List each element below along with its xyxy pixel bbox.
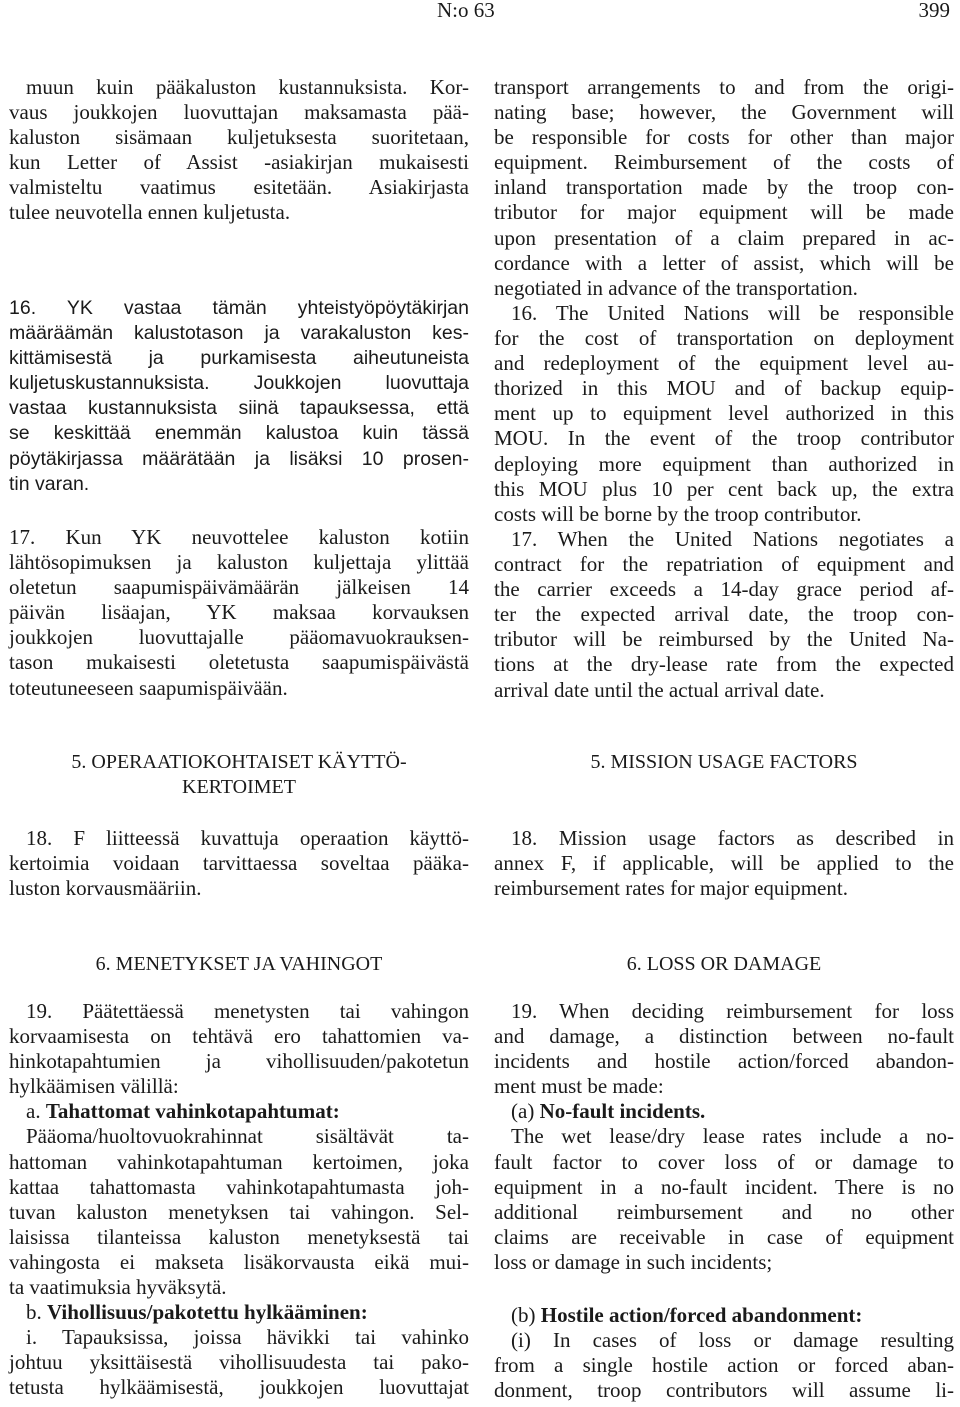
text-line: ta vaatimuksia hyväksytä. — [9, 1275, 227, 1300]
paragraph-19-fi — [9, 999, 469, 1401]
paragraph-intro-fi — [9, 75, 469, 226]
text-line: ment up to equipment level authorized in this — [494, 401, 954, 426]
text-line: vaus joukkojen luovuttajan maksamasta pää- — [9, 100, 469, 125]
subsection-b-prefix: (b) — [511, 1303, 541, 1327]
text-line: Pääoma/huoltovuokrahinnat sisältävät ta- — [26, 1124, 469, 1149]
text-line: arrival date until the actual arrival date. — [494, 677, 825, 702]
text-line: and damage, a distinction between no-fault — [494, 1024, 954, 1049]
text-line: kun Letter of Assist -asiakirjan mukaisesti — [9, 150, 469, 175]
text-line: 19. Päätettäessä menetysten tai vahingon — [26, 999, 469, 1023]
text-line: additional reimbursement and no other — [494, 1199, 954, 1224]
paragraph-18-fi — [9, 826, 469, 901]
text-line: vastaa kustannuksista siinä tapauksessa, että — [9, 397, 469, 420]
subsection-b-label: Hostile action/forced abandonment: — [540, 1303, 863, 1327]
subsection-a-heading-en — [494, 1099, 954, 1124]
text-line: lähtösopimuksen ja kaluston kuljettaja ylittää — [9, 550, 469, 575]
text-line: luston korvausmääriin. — [9, 876, 202, 901]
text-line: korvaamisesta on tehtävä ero tahattomien va- — [9, 1024, 469, 1049]
text-line: negotiated in advance of the transportation. — [494, 275, 858, 300]
text-line: thorized in this MOU and of backup equip- — [494, 376, 954, 401]
text-line: annex F, if applicable, will be applied to the — [494, 851, 954, 876]
text-line: tributor for major equipment will be made — [494, 200, 954, 225]
paragraph-16-en — [494, 301, 954, 527]
page-number: 399 — [918, 0, 950, 22]
text-line: the carrier exceeds a 14-day grace period af- — [494, 577, 954, 602]
text-line: 16. YK vastaa tämän yhteistyöpöytäkirjan — [9, 297, 469, 319]
paragraph-16-fi — [9, 296, 469, 497]
subsection-a-prefix: (a) — [511, 1099, 540, 1124]
text-line: equipment in a no-fault incident. There is no — [494, 1174, 954, 1199]
text-line: equipment. Reimbursement of the costs of — [494, 150, 954, 175]
text-line: loss or damage in such incidents; — [494, 1249, 773, 1274]
subsection-b-label: Vihollisuus/pakotettu hylkääminen: — [47, 1300, 368, 1325]
text-line: hylkäämisen välillä: — [9, 1074, 179, 1099]
paragraph-b-en — [494, 1303, 954, 1403]
text-line: The wet lease/dry lease rates include a no- — [511, 1124, 954, 1149]
text-line: kertoimia voidaan tarvittaessa soveltaa pääka- — [9, 851, 469, 876]
text-line: incidents and hostile action/forced abandon- — [494, 1049, 954, 1074]
paragraph-18-en — [494, 826, 954, 901]
text-line: tin varan. — [9, 472, 90, 495]
text-line: inland transportation made by the troop con- — [494, 175, 954, 200]
text-line: deploying more equipment than authorized in — [494, 451, 954, 476]
text-line: 19. When deciding reimbursement for loss — [511, 999, 954, 1023]
text-line: 16. The United Nations will be responsible — [511, 301, 954, 325]
text-line: 17. When the United Nations negotiates a — [511, 527, 954, 551]
text-line: hattoman vahinkotapahtuman kertoimen, joka — [9, 1149, 469, 1174]
text-line: kuljetuskustannuksista. Joukkojen luovuttaja — [9, 372, 469, 395]
text-line: kittämisestä ja purkamisesta aiheutuneista — [9, 347, 469, 370]
text-line: kattaa tahattomasta vahinkotapahtumasta joh- — [9, 1174, 469, 1199]
document-number: N:o 63 — [437, 0, 495, 22]
subsection-a-heading-fi — [9, 1099, 469, 1124]
subsection-b-heading-fi — [9, 1300, 469, 1325]
text-line: valmisteltu vaatimus esitetään. Asiakirjasta — [9, 175, 469, 200]
heading-line: 6. MENETYKSET JA VAHINGOT — [95, 953, 383, 975]
paragraph-17-fi — [9, 525, 469, 701]
text-line: for the cost of transportation on deployment — [494, 326, 954, 351]
text-line: joukkojen luovuttajalle pääomavuokrauksen- — [9, 625, 469, 650]
text-line: toteutuneeseen saapumispäivään. — [9, 675, 288, 700]
section-6-heading-en — [494, 952, 954, 977]
text-line: muun kuin pääkaluston kustannuksista. Kor- — [26, 75, 469, 99]
text-line: tuvan kaluston menetyksen tai vahingon. Sel- — [9, 1199, 469, 1224]
text-line: 17. Kun YK neuvottelee kaluston kotiin — [9, 525, 469, 549]
text-line: johtuu yksittäisestä vihollisuudesta tai pako- — [9, 1350, 469, 1375]
text-line: fault factor to cover loss of or damage to — [494, 1149, 954, 1174]
text-line: MOU. In the event of the troop contributor — [494, 426, 954, 451]
text-line: määräämän kalustotason ja varakaluston kes- — [9, 322, 469, 345]
text-line: costs will be borne by the troop contributor. — [494, 501, 862, 526]
text-line: se keskittää enemmän kalustoa kuin tässä — [9, 422, 469, 445]
text-line: claims are receivable in case of equipment — [494, 1224, 954, 1249]
text-line: i. Tapauksissa, joissa hävikki tai vahinko — [26, 1325, 469, 1350]
text-line: upon presentation of a claim prepared in ac- — [494, 225, 954, 250]
subsection-b-prefix: b. — [26, 1300, 47, 1325]
text-line: from a single hostile action or forced aban- — [494, 1353, 954, 1378]
text-line: be responsible for costs for other than major — [494, 125, 954, 150]
text-line: pöytäkirjassa määrätään ja lisäksi 10 prosen- — [9, 447, 469, 470]
subsection-a-label: No-fault incidents. — [539, 1099, 706, 1124]
section-5-heading-fi — [9, 750, 469, 800]
text-line: transport arrangements to and from the origi- — [494, 75, 954, 99]
paragraph-17-en — [494, 527, 954, 703]
text-line: tulee neuvotella ennen kuljetusta. — [9, 200, 291, 225]
section-5-heading-en — [494, 750, 954, 775]
heading-line: 5. OPERAATIOKOHTAISET KÄYTTÖ- — [71, 751, 407, 773]
text-line: 18. F liitteessä kuvattuja operaation käyttö- — [26, 826, 469, 850]
text-line: ment must be made: — [494, 1074, 664, 1099]
text-line: ter the expected arrival date, the troop con- — [494, 602, 954, 627]
text-line: (i) In cases of loss or damage resulting — [511, 1328, 954, 1353]
paragraph-intro-en — [494, 75, 954, 301]
text-line: 18. Mission usage factors as described in — [511, 826, 954, 850]
text-line: donment, troop contributors will assume li- — [494, 1378, 954, 1403]
section-6-heading-fi — [9, 952, 469, 977]
text-line: oletetun saapumispäivämäärän jälkeisen 14 — [9, 575, 469, 600]
text-line: this MOU plus 10 per cent back up, the extra — [494, 476, 954, 501]
heading-line: 5. MISSION USAGE FACTORS — [590, 751, 858, 773]
text-line: contract for the repatriation of equipment and — [494, 552, 954, 577]
text-line: hinkotapahtumien ja vihollisuuden/pakotetun — [9, 1049, 469, 1074]
subsection-a-prefix: a. — [26, 1099, 46, 1124]
text-line: tason mukaisesti oletetusta saapumispäivästä — [9, 650, 469, 675]
heading-line: KERTOIMET — [182, 776, 296, 799]
text-line: vahingosta ei makseta lisäkorvausta eikä mui- — [9, 1249, 469, 1274]
text-line: tetusta hylkäämisestä, joukkojen luovuttajat — [9, 1375, 469, 1400]
paragraph-19-en — [494, 999, 954, 1275]
text-line: cordance with a letter of assist, which will be — [494, 250, 954, 275]
text-line: päivän lisäajan, YK maksaa korvauksen — [9, 600, 469, 625]
text-line: tions at the dry-lease rate from the expected — [494, 652, 954, 677]
text-line: reimbursement rates for major equipment. — [494, 876, 848, 901]
subsection-b-heading-en — [494, 1303, 954, 1328]
text-line: kaluston sisämaan kuljetuksesta suoritetaan, — [9, 125, 469, 150]
text-line: tributor will be reimbursed by the United Na- — [494, 627, 954, 652]
text-line: and redeployment of the equipment level au- — [494, 351, 954, 376]
subsection-a-label: Tahattomat vahinkotapahtumat: — [45, 1099, 340, 1124]
text-line: laisissa tilanteissa kaluston menetyksestä tai — [9, 1224, 469, 1249]
heading-line: 6. LOSS OR DAMAGE — [626, 953, 822, 975]
page-header — [0, 0, 960, 30]
text-line: nating base; however, the Government will — [494, 100, 954, 125]
